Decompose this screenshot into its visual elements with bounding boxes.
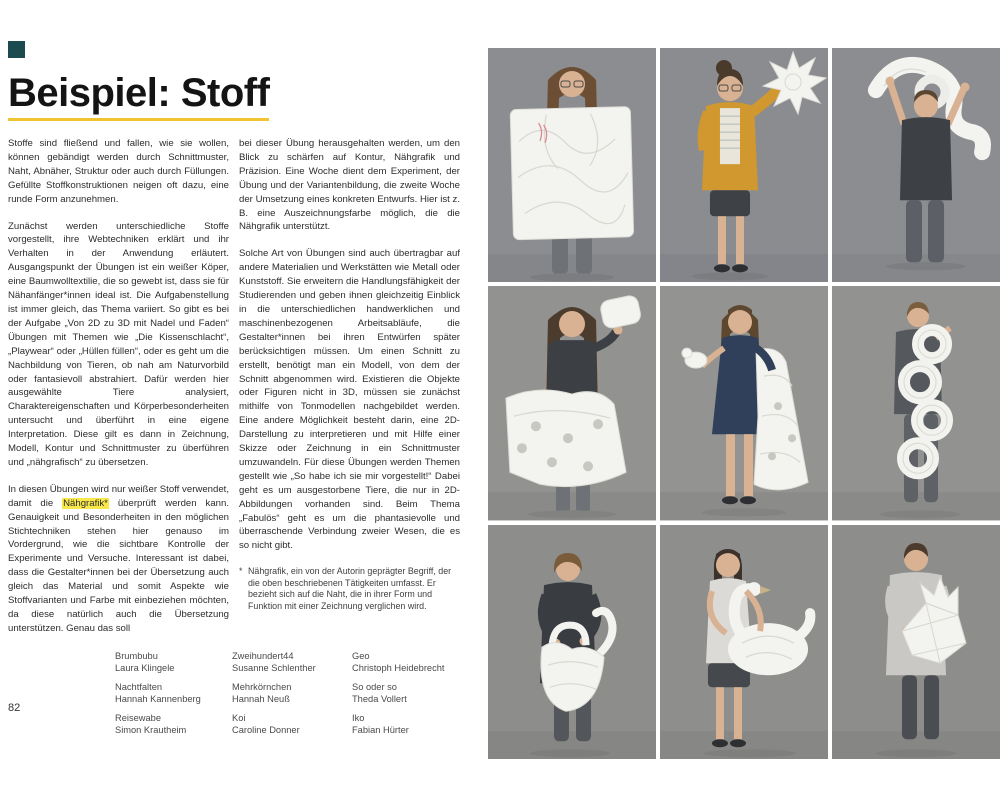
photo-illustration: [488, 286, 656, 520]
footnote-text: Nähgrafik, ein von der Autorin geprägter Begriff, der die oben beschriebenen Tätigkeiten umfasst. Er bezieht sich auf die Naht, die in ihrer Form und Funktion mit einer Zeichnung verglichen wird.: [248, 566, 452, 612]
paragraph: Zunächst werden unterschiedliche Stoffe vorgestellt, ihre Webtechniken erklärt und ihr Verhalten in der Anwendung erläutert. Ausgangspunkt der Übungen ist ein weißer Köper, eine Baumwolltextilie, die so gewebt ist, dass sie für Nähanfänger*innen ideal ist. Die Aufgabenstellung ist immer gleich, das Thema variiert. So gibt es bei der Aufgabe „Von 2D zu 3D mit Nadel und Faden“ Übungen mit Themen wie „Die Kissenschlacht“, „Playwear“ oder „Hüllen füllen“, oder es geht um die Nachbildung von Tieren, ob nah am Naturvorbild oder fantasievoll abstrahiert. Dafür werden hier ausgewählte Tiere analysiert, Charaktereigenschaften und Körperbesonderheiten untersucht und überführt in eine eigene Interpretation. Diese gilt es dann in Zeichnung, Modell, Kontur und Schnittmuster zu überführen und „nähgrafisch“ zu übersetzen.: [8, 220, 229, 468]
photo-illustration: [660, 286, 828, 520]
credit-author: Hannah Neuß: [232, 693, 290, 704]
photo-illustration: [832, 286, 1000, 520]
photo-illustration: [488, 48, 656, 282]
credit-project: Brumbubu: [115, 651, 158, 661]
photo-grid: [488, 48, 1000, 759]
footnote: [239, 566, 460, 612]
credit-project: Nachtfalten: [115, 682, 163, 692]
page-number: 82: [8, 702, 21, 714]
credit-entry: [352, 651, 475, 674]
photo-pillows: [488, 286, 656, 520]
credit-entry: [115, 713, 232, 736]
photo-star-object: [660, 48, 828, 282]
credit-entry: [115, 682, 232, 705]
paragraph: [8, 483, 229, 636]
paragraph: bei dieser Übung herausgehalten werden, um den Blick zu schärfen auf Kontur, Nähgrafik und Präzision. Eine Woche dient dem Experiment, der Übung und der Variantenbildung, die zweite Woche der Umsetzung eines konkreten Entwurfs. Hier ist z. B. eine Auszeichnungsfarbe möglich, die die Nähgrafik unterstützt.: [239, 138, 460, 233]
photo-swan-sculpture: [660, 525, 828, 759]
photo-illustration: [488, 525, 656, 759]
credit-author: Hannah Kannenberg: [115, 693, 201, 704]
photo-illustration: [660, 48, 828, 282]
credit-project: Koi: [232, 713, 246, 723]
credits-column-b: [232, 651, 352, 744]
credit-project: Mehrkörnchen: [232, 682, 292, 692]
photo-quilted-square: [488, 48, 656, 282]
credit-entry: [352, 682, 475, 705]
article-body: [8, 137, 460, 661]
photo-ring-chain: [832, 286, 1000, 520]
footnote-marker: *: [239, 566, 243, 577]
credits-column-a: [115, 651, 232, 744]
credit-author: Fabian Hürter: [352, 724, 409, 735]
article-column-2: [239, 137, 460, 661]
photo-illustration: [832, 525, 1000, 759]
credit-author: Christoph Heidebrecht: [352, 662, 445, 673]
credit-entry: [352, 713, 475, 736]
chapter-marker-square: [8, 41, 25, 58]
credits-block: [115, 651, 475, 744]
credit-author: Simon Krautheim: [115, 724, 187, 735]
photo-illustration: [832, 48, 1000, 282]
credit-project: Iko: [352, 713, 365, 723]
photo-illustration: [660, 525, 828, 759]
photo-figure-and-drape: [660, 286, 828, 520]
credit-project: Reisewabe: [115, 713, 161, 723]
credit-project: Zweihundert44: [232, 651, 294, 661]
credit-entry: [115, 651, 232, 674]
credit-author: Laura Klingele: [115, 662, 175, 673]
photo-fabric-bag: [488, 525, 656, 759]
credit-project: So oder so: [352, 682, 397, 692]
page-title: [8, 72, 269, 121]
credits-column-c: [352, 651, 475, 744]
paragraph-text: In diesen Übungen wird nur weißer Stoff verwendet, damit die: [8, 483, 229, 509]
credit-entry: [232, 682, 352, 705]
photo-origami-object: [832, 525, 1000, 759]
credit-entry: [232, 651, 352, 674]
credit-author: Susanne Schlenther: [232, 662, 316, 673]
credit-author: Caroline Donner: [232, 724, 300, 735]
article-column-1: [8, 137, 229, 661]
credit-project: Geo: [352, 651, 370, 661]
highlighted-term: Nähgrafik*: [63, 497, 108, 509]
credit-entry: [232, 713, 352, 736]
paragraph: Solche Art von Übungen sind auch übertragbar auf andere Materialien und Werkstätten wie Metall oder Kunststoff. Sie erweitern die Handlungsfähigkeit der Studierenden und geben ihnen gleichzeitig Einblick in die unterschiedlichen handwerklichen und maschinenbezogenen Arbeitsabläufe, die Gestalter*innen bei ihren Entwürfen später berücksichtigen müssen. Um einen Schnitt zu erstellt, benötigt man ein Modell, von dem der Schnitt abgenommen wird. Existieren die Objekte oder Figuren nicht in 3D, müssen sie zunächst mithilfe von Tonmodellen nachgebildet werden. Eine andere Möglichkeit besteht darin, eine 2D-Darstellung zu interpretieren und mit Hilfe einer Skizze oder Zeichnung in ein Schnittmuster umzuwandeln. Für diese Übungen werden Themen gestellt wie „So habe ich sie mir vorgestellt!“ Dabei geht es um ausgestorbene Tiere, die nur in 2D-Abbildungen vorhanden sind. Beim Thema „Fabulös“ geht es um die phantasievolle und überraschende Verbindung zweier Wesen, die es so nicht gibt.: [239, 248, 460, 552]
credit-author: Theda Vollert: [352, 693, 407, 704]
paragraph-text: überprüft werden kann. Genauigkeit und Besonderheiten in den möglichen Stichtechniken stehen hier genauso im Vordergrund, wie die sichtbare Kontrolle der Experimente und Versuche. Interessant ist dabei, dass die Gestalter*innen bei der Übersetzung auch gleich das Material und somit Aspekte wie Stoffvarianten und Farbe mit einbeziehen möchten, da diese natürlich auch die Übersetzung unterstützen. Genau das soll: [8, 497, 229, 634]
page-title-text: Beispiel: Stoff: [8, 72, 269, 121]
photo-tube-knot: [832, 48, 1000, 282]
paragraph: Stoffe sind fließend und fallen, wie sie wollen, können gebändigt werden durch Schnittmuster, Naht, Abnäher, Struktur oder auch durch Füllungen. Gefüllte Stoffkonstruktionen neigen oft dazu, eine runde Form anzunehmen.: [8, 138, 229, 205]
